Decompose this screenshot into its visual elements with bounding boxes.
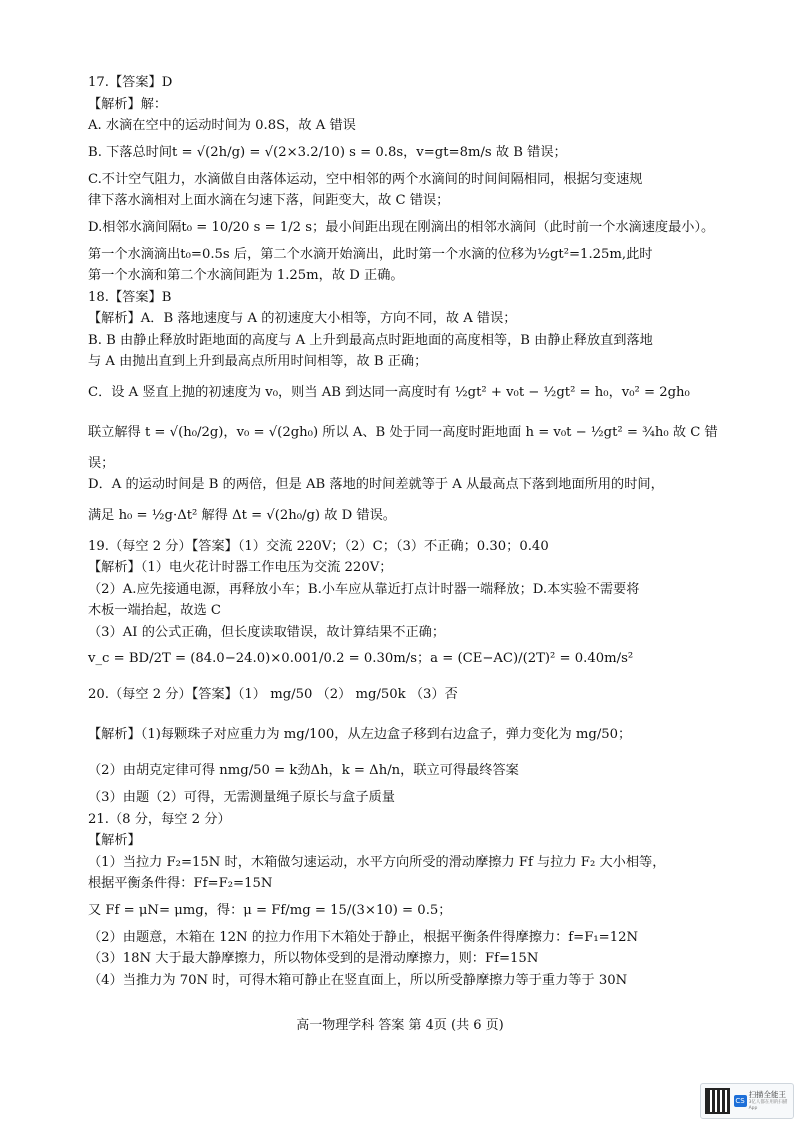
q18-answer: 18.【答案】B — [88, 289, 172, 305]
camscanner-logo-icon: CS — [735, 1097, 745, 1105]
q18-option-c-line3: 误； — [88, 455, 115, 471]
q17-option-a: A. 水滴在空中的运动时间为 0.8S，故 A 错误 — [88, 118, 356, 133]
q17-option-c-line2: 律下落水滴相对上面水滴在匀速下落，间距变大，故 C 错误； — [88, 193, 450, 208]
q21-analysis-heading: 【解析】 — [88, 833, 141, 848]
watermark-text — [749, 1090, 793, 1112]
q21-analysis-3: （3）18N 大于最大静摩擦力，所以物体受到的是滑动摩擦力，则：Ff=15N — [88, 951, 539, 966]
qr-code-icon — [705, 1088, 730, 1114]
q21-analysis-4: （4）当推力为 70N 时，可得木箱可静止在竖直面上，所以所受静摩擦力等于重力等于 30N — [88, 972, 628, 988]
q18-option-b-line1: B. B 由静止释放时距地面的高度与 A 上升到最高点时距地面的高度相等，B 由静止释放直到落地 — [88, 332, 653, 348]
q17-option-d-line1: D.相邻水滴间隔t₀ = 10/20 s = 1/2 s；最小间距出现在刚滴出的相邻水滴间（此时前一个水滴速度最小）。 — [88, 219, 715, 235]
q17-option-b: B. 下落总时间t = √(2h/g) = √(2×3.2/10) s = 0.8s，v=gt=8m/s 故 B 错误； — [88, 144, 567, 160]
q20-analysis-2: （2）由胡克定律可得 nmg/50 = k劲Δh，k = Δh/n，联立可得最终答案 — [88, 763, 519, 778]
q21-analysis-2: （2）由题意，木箱在 12N 的拉力作用下木箱处于静止，根据平衡条件得摩擦力：f=F₁=12N — [88, 929, 639, 945]
answer-sheet — [88, 72, 738, 991]
page-footer: 高一物理学科 答案 第 4页 (共 6 页) — [296, 1018, 504, 1033]
q19-answer: 19.（每空 2 分）【答案】（1）交流 220V；（2）C；（3）不正确；0.30；0.40 — [88, 538, 549, 554]
watermark-sub: 3亿人都在用的扫描App — [748, 1100, 788, 1111]
q18-option-c-line1: C．设 A 竖直上抛的初速度为 v₀，则当 AB 到达同一高度时有 ½gt² + v₀t − ½gt² = h₀，v₀² = 2gh₀ — [88, 384, 690, 400]
q21-heading: 21.（8 分，每空 2 分） — [88, 811, 231, 827]
q19-analysis-3: （3）AI 的公式正确，但长度读取错误，故计算结果不正确； — [88, 624, 446, 640]
q21-analysis-1-line2: 根据平衡条件得：Ff=F₂=15N — [88, 876, 273, 891]
watermark-name: 扫描全能王 — [748, 1090, 787, 1099]
q20-analysis-1: 【解析】（1)每颗珠子对应重力为 mg/100，从左边盒子移到右边盒子，弹力变化为 mg/50； — [88, 727, 632, 742]
q19-analysis-1: 【解析】（1）电火花计时器工作电压为交流 220V； — [88, 560, 393, 575]
q19-analysis-2-line1: （2）A.应先接通电源，再释放小车；B.小车应从靠近打点计时器一端释放；D.本实验不需要将 — [88, 581, 640, 597]
q18-option-d-line1: D．A 的运动时间是 B 的两倍，但是 AB 落地的时间差就等于 A 从最高点下落到地面所用的时间， — [88, 477, 664, 492]
q18-option-d-line2: 满足 h₀ = ½g·Δt² 解得 Δt = √(2h₀/g) 故 D 错误。 — [88, 507, 396, 523]
q20-analysis-3: （3）由题（2）可得，无需测量绳子原长与盒子质量 — [88, 790, 395, 805]
q17-option-d-line3: 第一个水滴和第二个水滴间距为 1.25m，故 D 正确。 — [88, 268, 404, 283]
q19-analysis-2-line2: 木板一端抬起，故选 C — [88, 603, 221, 618]
q17-answer: 17.【答案】D — [88, 75, 173, 90]
q18-option-b-line2: 与 A 由抛出直到上升到最高点所用时间相等，故 B 正确； — [88, 354, 428, 369]
q17-option-c-line1: C.不计空气阻力，水滴做自由落体运动，空中相邻的两个水滴间的时间间隔相同，根据匀变速规 — [88, 171, 643, 187]
q17-option-d-line2: 第一个水滴滴出t₀=0.5s 后，第二个水滴开始滴出，此时第一个水滴的位移为½gt²=1.25m,此时 — [88, 246, 653, 262]
q18-option-c-line2: 联立解得 t = √(h₀/2g)，v₀ = √(2gh₀) 所以 A、B 处于同一高度时距地面 h = v₀t − ½gt² = ¾h₀ 故 C 错 — [88, 424, 718, 440]
q20-answer: 20.（每空 2 分）【答案】（1） mg/50 （2） mg/50k （3）否 — [88, 687, 458, 702]
q19-formula: v_c = BD/2T = (84.0−24.0)×0.001/0.2 = 0.30m/s；a = (CE−AC)/(2T)² = 0.40m/s² — [88, 651, 634, 666]
q17-analysis-heading: 【解析】解： — [88, 96, 168, 112]
q21-analysis-1-line3: 又 Ff = μN= μmg，得：μ = Ff/mg = 15/(3×10) = 0.5； — [88, 902, 452, 918]
q18-option-a: 【解析】A．B 落地速度与 A 的初速度大小相等，方向不同，故 A 错误； — [88, 311, 517, 326]
q21-analysis-1-line1: （1）当拉力 F₂=15N 时，木箱做匀速运动，水平方向所受的滑动摩擦力 Ff 与拉力 F₂ 大小相等， — [88, 854, 666, 870]
scanner-watermark — [700, 1083, 794, 1119]
